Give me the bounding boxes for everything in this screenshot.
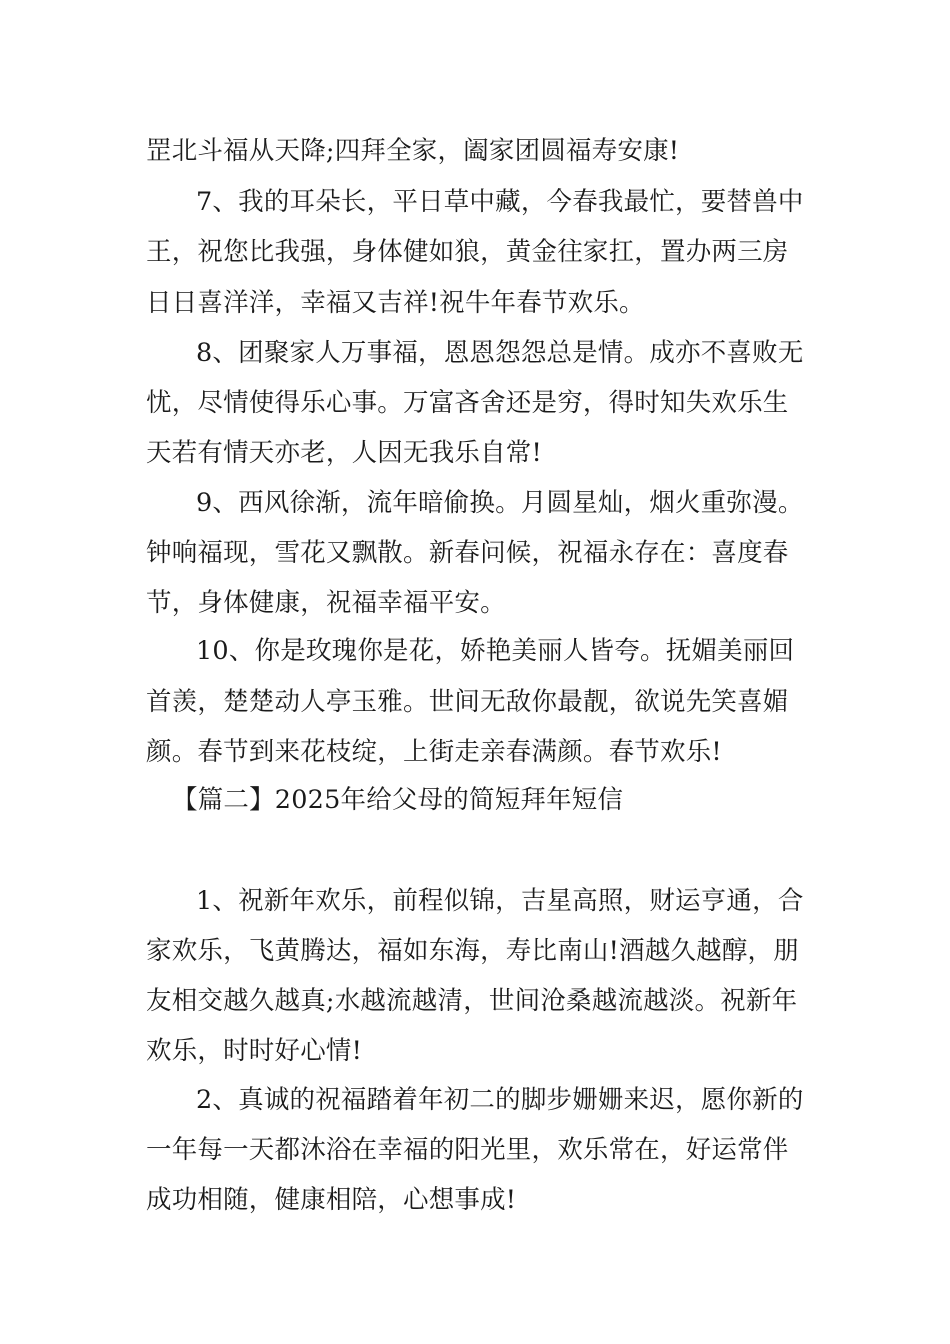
text-line: 一年每一天都沐浴在幸福的阳光里，欢乐常在，好运常伴	[146, 1135, 789, 1165]
text-line: 天若有情天亦老，人因无我乐自常!	[146, 438, 542, 468]
text-line: 颜。春节到来花枝绽，上街走亲春满颜。春节欢乐!	[146, 737, 722, 767]
text-line: 首羡，楚楚动人亭玉雅。世间无敌你最靓，欲说先笑喜媚	[146, 687, 789, 717]
text-line: 欢乐，时时好心情!	[146, 1036, 363, 1066]
text-line: 8、团聚家人万事福，恩恩怨怨总是情。成亦不喜败无	[196, 338, 804, 368]
text-line: 7、我的耳朵长，平日草中藏，今春我最忙，要替兽中	[196, 187, 804, 217]
text-line: 友相交越久越真;水越流越清，世间沧桑越流越淡。祝新年	[146, 986, 798, 1016]
text-line: 节，身体健康，祝福幸福平安。	[146, 588, 506, 618]
text-line: 9、西风徐渐，流年暗偷换。月圆星灿，烟火重弥漫。	[196, 488, 804, 518]
text-line: 成功相随，健康相陪，心想事成!	[146, 1185, 517, 1215]
text-line: 忧，尽情使得乐心事。万富吝舍还是穷，得时知失欢乐生	[146, 388, 789, 418]
text-line: 罡北斗福从天降;四拜全家，阖家团圆福寿安康!	[146, 136, 680, 166]
text-line: 2、真诚的祝福踏着年初二的脚步姗姗来迟，愿你新的	[196, 1085, 804, 1115]
text-line: 日日喜洋洋，幸福又吉祥!祝牛年春节欢乐。	[146, 288, 645, 318]
section-heading: 【篇二】2025年给父母的简短拜年短信	[172, 785, 624, 815]
text-line: 钟响福现，雪花又飘散。新春问候，祝福永存在：喜度春	[146, 538, 789, 568]
text-line: 10、你是玫瑰你是花，娇艳美丽人皆夸。抚媚美丽回	[196, 636, 795, 666]
text-line: 王，祝您比我强，身体健如狼，黄金往家扛，置办两三房	[146, 237, 789, 267]
text-line: 家欢乐，飞黄腾达，福如东海，寿比南山!酒越久越醇，朋	[146, 936, 799, 966]
text-line: 1、祝新年欢乐，前程似锦，吉星高照，财运亨通，合	[196, 886, 804, 916]
